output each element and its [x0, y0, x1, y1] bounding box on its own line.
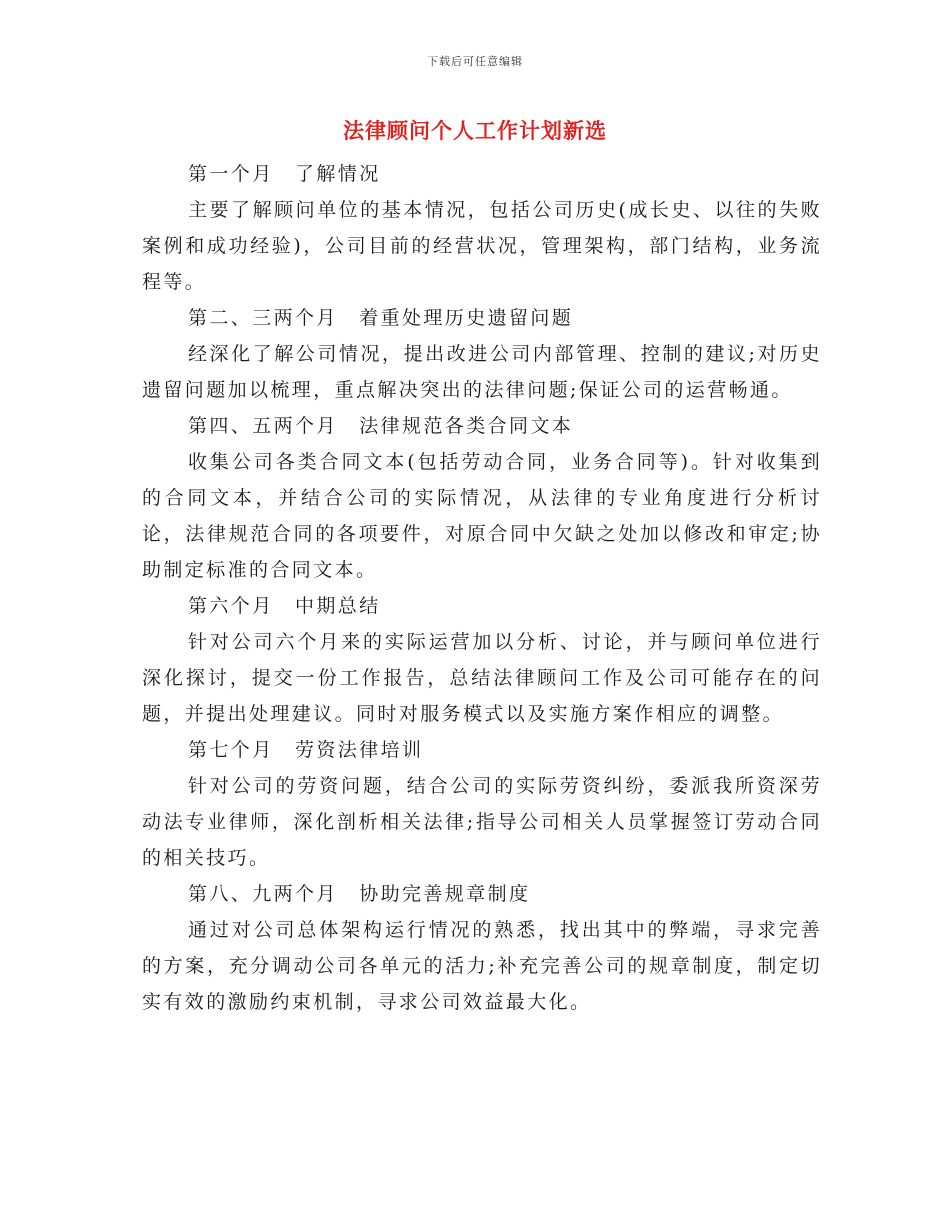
paragraph-month-8-9: 通过对公司总体架构运行情况的熟悉，找出其中的弊端，寻求完善的方案，充分调动公司各单元的活力;补充完善公司的规章制度，制定切实有效的激励约束机制，寻求公司效益最大化。	[142, 919, 822, 1013]
section-heading-month-2-3: 第二、三两个月 着重处理历史遗留问题	[188, 307, 574, 329]
section-heading-month-8-9: 第八、九两个月 协助完善规章制度	[188, 883, 531, 905]
paragraph-month-7: 针对公司的劳资问题，结合公司的实际劳资纠纷，委派我所资深劳动法专业律师，深化剖析相关法律;指导公司相关人员掌握签订劳动合同的相关技巧。	[142, 775, 822, 869]
paragraph-month-4-5: 收集公司各类合同文本(包括劳动合同，业务合同等)。针对收集到的合同文本，并结合公司的实际情况，从法律的专业角度进行分析讨论，法律规范合同的各项要件，对原合同中欠缺之处加以修改和审定;协助制定标准的合同文本。	[142, 451, 822, 581]
header-note: 下载后可任意编辑	[427, 55, 523, 68]
document-body	[142, 156, 822, 1020]
paragraph-month-6: 针对公司六个月来的实际运营加以分析、讨论，并与顾问单位进行深化探讨，提交一份工作报告，总结法律顾问工作及公司可能存在的问题，并提出处理建议。同时对服务模式以及实施方案作相应的调整。	[142, 631, 822, 725]
document-title: 法律顾问个人工作计划新选	[343, 118, 607, 143]
paragraph-month-1: 主要了解顾问单位的基本情况，包括公司历史(成长史、以往的失败案例和成功经验)，公司目前的经营状况，管理架构，部门结构，业务流程等。	[142, 199, 822, 293]
section-heading-month-4-5: 第四、五两个月 法律规范各类合同文本	[188, 415, 574, 437]
section-heading-month-1: 第一个月 了解情况	[188, 163, 381, 185]
section-heading-month-6: 第六个月 中期总结	[188, 595, 381, 617]
section-heading-month-7: 第七个月 劳资法律培训	[188, 739, 424, 761]
paragraph-month-2-3: 经深化了解公司情况，提出改进公司内部管理、控制的建议;对历史遗留问题加以梳理，重点解决突出的法律问题;保证公司的运营畅通。	[142, 343, 822, 401]
